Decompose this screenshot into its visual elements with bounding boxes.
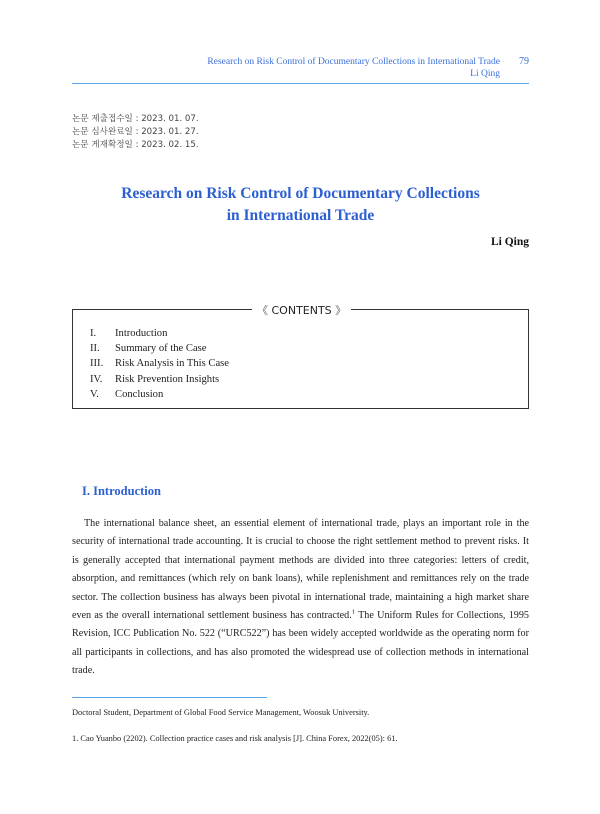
footnote-divider (72, 697, 267, 698)
paragraph-text-continued: The Uniform Rules for Collections, 1995 Revision, ICC Publication No. 522 (“URC522”) has been widely accepted worldwide as the operating norm for all participants in collections, and has also promoted the widespread use of collection methods in international trade. (72, 610, 529, 677)
author-name: Li Qing (490, 236, 529, 248)
running-author: Li Qing (470, 69, 500, 79)
toc-number: III. (90, 358, 104, 370)
body-paragraph (72, 515, 529, 681)
toc-number: IV. (90, 373, 103, 385)
toc-item (90, 326, 229, 341)
running-header (72, 56, 500, 80)
toc-item (90, 372, 229, 387)
toc-label: Summary of the Case (115, 343, 207, 355)
date-reviewed: 논문 심사완료일 : 2023. 01. 27. (72, 127, 199, 137)
toc-label: Conclusion (115, 388, 164, 400)
toc-label: Risk Analysis in This Case (115, 358, 229, 370)
running-title: Research on Risk Control of Documentary Collections in International Trade (207, 57, 500, 67)
toc-item (90, 341, 229, 356)
date-submitted: 논문 제출접수일 : 2023. 01. 07. (72, 114, 199, 124)
paper-title-line-2: in International Trade (226, 207, 375, 224)
paper-title-line-1: Research on Risk Control of Documentary Collections (121, 185, 480, 202)
contents-heading: 《 CONTENTS 》 (252, 302, 351, 318)
toc-label: Introduction (115, 328, 168, 339)
header-divider (72, 83, 529, 84)
date-accepted: 논문 게재확정일 : 2023. 02. 15. (72, 140, 199, 150)
page-number: 79 (519, 56, 529, 67)
toc-item (90, 387, 229, 402)
paper-title (72, 183, 529, 227)
toc-number: V. (90, 388, 99, 400)
toc-number: I. (90, 328, 97, 339)
toc-label: Risk Prevention Insights (115, 373, 220, 385)
section-heading: I. Introduction (82, 484, 161, 498)
author-affiliation-note: Doctoral Student, Department of Global Food Service Management, Woosuk University. (72, 708, 370, 717)
paragraph-text: The international balance sheet, an essential element of international trade, plays an important role in the security of international trade accounting. It is crucial to choose the right settlement method to prevent risks. It is generally accepted that international payment methods are divided into three categories: letters of credit, absorption, and remittances (which rely on bank loans), while replenishment and remittances rely on the trade sector. The collection business has always been pivotal in international trade, maintaining a high market share even as the overall international settlement business has contracted. (72, 518, 529, 622)
submission-dates (72, 113, 199, 152)
toc-item (90, 356, 229, 371)
table-of-contents (90, 326, 229, 402)
toc-number: II. (90, 343, 100, 355)
footnote-1: 1. Cao Yuanbo (2202). Collection practice cases and risk analysis [J]. China Forex, 2022(05): 61. (72, 734, 398, 743)
footnote-reference: 1 (351, 608, 355, 616)
